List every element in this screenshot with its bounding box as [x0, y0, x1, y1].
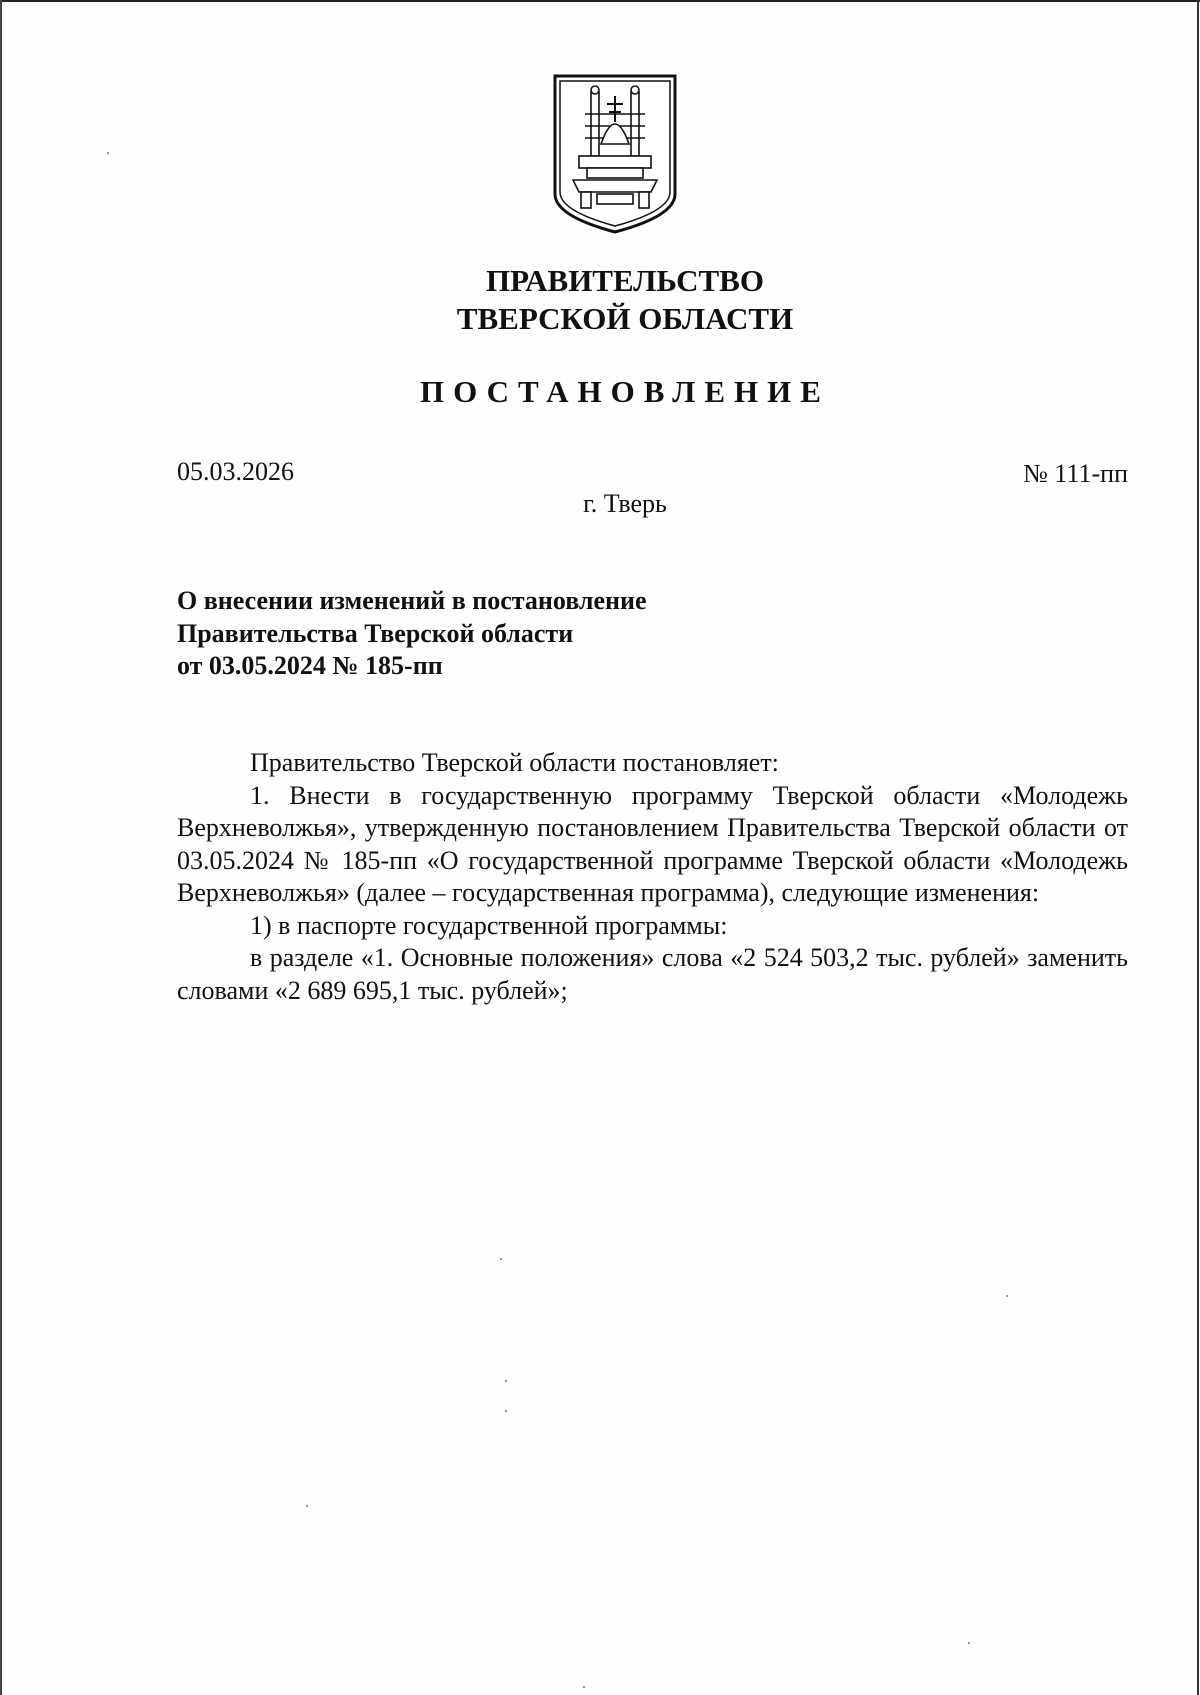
subject-line-3: от 03.05.2024 № 185-пп: [177, 651, 443, 680]
document-date: 05.03.2026: [177, 457, 294, 486]
scan-edge-right: [1197, 0, 1199, 1695]
coat-of-arms-emblem: [551, 74, 679, 234]
body-paragraph-preamble: Правительство Тверской области постановляет:: [250, 748, 779, 777]
issuing-authority: [0, 262, 1200, 338]
scan-speck: [107, 152, 109, 154]
document-body: [177, 747, 1128, 1007]
scan-speck: [500, 1258, 502, 1260]
scan-speck: [968, 1642, 970, 1644]
scan-speck: [505, 1410, 507, 1412]
scan-speck: [583, 1686, 585, 1688]
authority-line-1: ПРАВИТЕЛЬСТВО: [486, 263, 764, 298]
document-number: № 111-пп: [1023, 459, 1128, 488]
scan-speck: [306, 1505, 308, 1507]
document-type: ПОСТАНОВЛЕНИЕ: [420, 374, 830, 409]
scan-speck: [1006, 1295, 1008, 1297]
scan-edge-top: [0, 0, 1200, 2]
subject-line-2: Правительства Тверской области: [177, 618, 574, 648]
body-paragraph-subitem-1: 1) в паспорте государственной программы:: [250, 910, 728, 940]
body-paragraph-change: в разделе «1. Основные положения» слова «2 524 503,2 тыс. рублей» заменить словами «2 689 695,1 тыс. рублей»;: [177, 943, 1128, 1005]
body-paragraph-item-1: 1. Внести в государственную программу Тверской области «Молодежь Верхневолжья», утвержденную постановлением Правительства Тверской области от 03.05.2024 № 185-пп «О государственной программе Тверской области «Молодежь Верхневолжья» (далее – государственная программа), следующие изменения:: [177, 780, 1128, 907]
authority-line-2: ТВЕРСКОЙ ОБЛАСТИ: [456, 301, 794, 336]
scan-edge-left: [0, 0, 2, 1695]
scan-speck: [505, 1380, 507, 1382]
document-city: г. Тверь: [583, 489, 667, 518]
subject-line-1: О внесении изменений в постановление: [177, 586, 647, 615]
document-subject: [177, 585, 877, 683]
